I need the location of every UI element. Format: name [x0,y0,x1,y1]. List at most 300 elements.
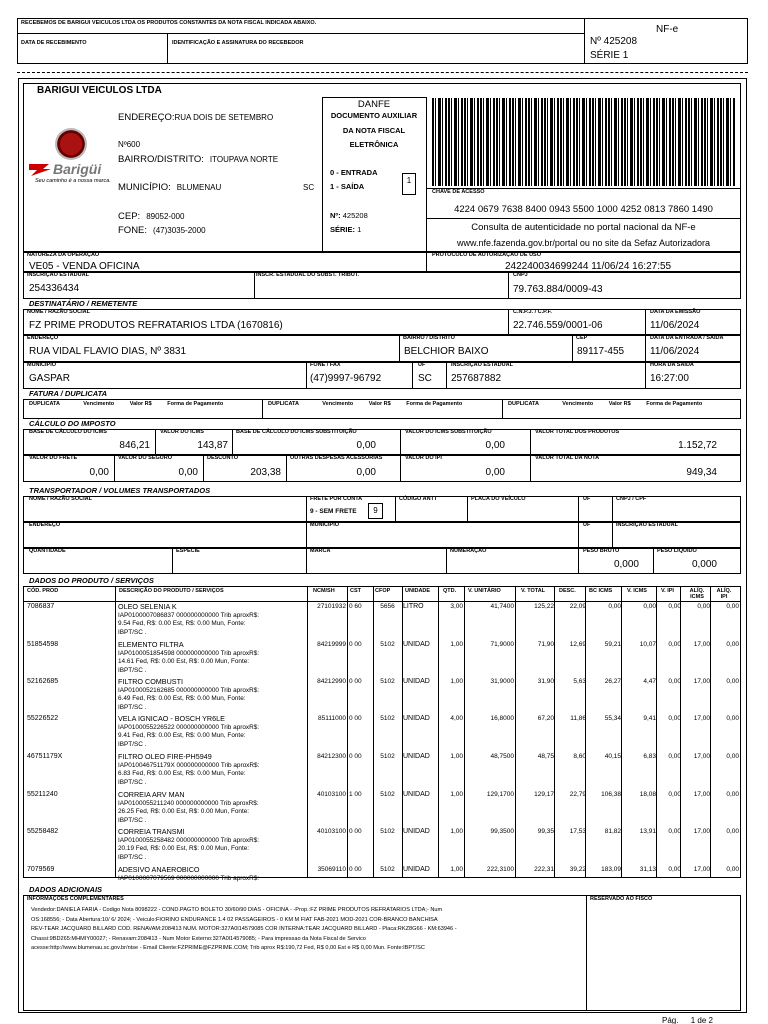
info-line: REV-TEAR JACQUARD BILLARD COD. RENAVAM:2084l13 NUM. MOTOR:327A0l14579085 COR INTERNA:TEAR JACQUARD BILLARD - Placa:RKZ8G66 - KM:63946 - [31,926,457,932]
table-cell-descricao: IAP0100007079569 000000000000 Trib aproxR$: [118,874,260,882]
table-cell-vipi: 0,00 [668,603,681,610]
table-cell-unid: UNIDAD [403,753,430,760]
danfe-top-line [322,97,426,98]
table-cell-vunit: 99,3500 [490,828,514,835]
imp-outras-label: OUTRAS DESPESAS ACESSÓRIAS [290,455,383,461]
ie-value: 254336434 [29,283,80,294]
imp-bcst-label: BASE DE CÁLCULO DO ICMS SUBSTITUIÇÃO [236,429,357,435]
info-line: Chassi:9BD265:MHMIY00027; - Renavam:2084l13 - Num Motor Externo:327A0l14579085; - Para impressao da Nota Fiscal de Servico [31,935,366,942]
destinatario-section: DESTINATÁRIO / REMETENTE [29,299,138,308]
emitente-bairro-value: ITOUPAVA NORTE [209,155,279,164]
dest-municipio-label: MUNICÍPIO [27,362,57,368]
dest-hora-label: HORA DA SAÍDA [650,362,694,368]
dest-endereco: RUA VIDAL FLAVIO DIAS, Nº 3831 [29,346,187,357]
danfe-title: DANFE [357,99,391,110]
danfe-sub3: ELETRÔNICA [349,140,399,149]
table-cell-descricao: IBPT/SC . [118,666,147,674]
col-unid: UNIDADE [405,588,431,594]
table-cell-aicms: 17,00 [693,753,710,760]
table-cell-vipi: 0,00 [668,715,681,722]
fatura-grupo-3 [508,401,702,408]
chave-consulta2: www.nfe.fazenda.gov.br/portal ou no site da Sefaz Autorizadora [457,238,710,248]
tr-especie-label: ESPÉCIE [176,548,200,554]
imp-d7 [286,455,287,482]
info-line: OS:168556; - Data Abertura:10/ 6/ 2024; - Veiculo:FIORINO ENDURANCE 1.4 02 PASSAGEIROS - 0 KM M FIAT FAB-2021 MOD-2021 COR-BRANCO BANCHISA [31,916,438,923]
table-cell-qtd: 3,00 [450,603,463,610]
emitente-fone-label: FONE: [118,225,148,236]
tr-frete-label: FRETE POR CONTA [310,496,363,502]
danfe-divider-left [322,97,323,252]
table-cell-cst: 0 00 [349,715,362,722]
produtos-col-line [307,586,308,878]
table-cell-descricao: IAP0100051854598 000000000000 Trib aproxR$: [118,649,260,657]
table-cell-cfop: 5102 [380,828,395,835]
dest-cnpj-label: C.N.P.J. / C.P.F. [513,309,552,315]
table-cell-cst: 0 00 [349,641,362,648]
dest-d9 [645,362,646,389]
table-cell-descricao: FILTRO OLEO FIRE-PH5949 [118,753,212,761]
tr-pesob-label: PESO BRUTO [583,548,620,554]
tr-ie-label: INSCRIÇÃO ESTADUAL [616,522,678,528]
col-ncm: NCM/SH [313,588,335,594]
table-cell-cst: 0 00 [349,866,362,873]
tr-pesob: 0,000 [613,559,639,570]
imp-d9 [530,455,531,482]
tr-d12 [578,548,579,574]
barigui-tagline: Seu caminho é a nossa marca. [35,178,111,184]
table-cell-cod: 55226522 [27,715,59,722]
tr-pesol-label: PESO LÍQUIDO [657,548,697,554]
table-cell-cod: 51854598 [27,641,59,648]
tr-d9 [172,548,173,574]
tr-d7 [578,522,579,548]
table-cell-vtot: 129,17 [534,791,554,798]
table-cell-ncm: 40103100 [317,828,346,835]
table-cell-vunit: 48,7500 [490,753,514,760]
imp-d4 [530,429,531,455]
table-cell-unid: UNIDAD [403,715,430,722]
table-cell-aipi: 0,00 [726,753,739,760]
table-cell-unid: UNIDAD [403,828,430,835]
info-label: INFORMAÇÕES COMPLEMENTARES [27,896,124,902]
tr-endereco-label: ENDEREÇO [29,522,61,528]
tr-d5 [612,496,613,522]
canhoto-recebemos: RECEBEMOS DE BARIGUI VEICULOS LTDA OS PRODUTOS CONSTANTES DA NOTA FISCAL INDICADA ABAIXO. [21,20,317,26]
fatura-col-forma: Forma de Pagamento [167,401,224,407]
table-cell-descricao: IBPT/SC . [118,778,147,786]
produtos-section: DADOS DO PRODUTO / SERVIÇOS [29,576,154,585]
table-cell-cfop: 5102 [380,715,395,722]
table-cell-desc: 12,69 [569,641,586,648]
table-cell-aicms: 17,00 [693,641,710,648]
tr-pesol: 0,000 [691,559,717,570]
produtos-col-line [347,586,348,878]
chave-consulta1: Consulta de autenticidade no portal nacional da NF-e [471,222,696,233]
produtos-col-line [464,586,465,878]
table-cell-unid: LITRO [403,603,424,610]
table-cell-vipi: 0,00 [668,828,681,835]
chave-line-2 [426,218,741,219]
imp-vst-label: VALOR DO ICMS SUBSTITUIÇÃO [405,429,492,435]
table-cell-unid: UNIDAD [403,866,430,873]
col-cod: CÓD. PROD [27,588,59,594]
natureza-value: VE05 - VENDA OFICINA [29,261,140,272]
tr-uf-label: UF [583,496,591,502]
dest-bairro: BELCHIOR BAIXO [404,346,489,357]
fatura-col-vencimento-3: Vencimento [562,401,594,407]
table-cell-unid: UNIDAD [403,641,430,648]
table-cell-desc: 5,63 [573,678,586,685]
cnpj-value: 79.763.884/0009-43 [513,284,603,295]
imp-ipi: 0,00 [485,467,505,478]
emitente-fone [118,225,206,236]
fatura-grupo-2 [268,401,462,408]
dest-emissao: 11/06/2024 [650,320,700,331]
danfe-entrada: 0 - ENTRADA [330,168,378,177]
imp-vnota-label: VALOR TOTAL DA NOTA [535,455,600,461]
table-cell-cfop: 5102 [380,641,395,648]
table-cell-descricao: 14.61 Fed, R$: 0.00 Est, R$: 0.00 Mun, Fonte: [118,658,250,666]
col-vtot: V. TOTAL [521,588,546,594]
fatura-col-valor: Valor R$ [129,401,152,407]
table-cell-bc: 183,09 [601,866,621,873]
imp-vst: 0,00 [485,440,505,451]
table-cell-vtot: 31,90 [537,678,554,685]
tr-d3 [467,496,468,522]
col-bc: BC ICMS [589,588,613,594]
table-cell-descricao: CORREIA TRANSMI [118,828,185,836]
danfe-serie-value: 1 [357,225,362,234]
tr-d8 [612,522,613,548]
barigui-logo-icon [27,160,117,178]
table-cell-cod: 52162685 [27,678,59,685]
fatura-d2 [502,399,503,419]
tr-nome-label: NOME / RAZÃO SOCIAL [29,496,92,502]
emitente-bairro-label: BAIRRO/DISTRITO: [118,154,204,165]
table-cell-desc: 11,86 [570,715,586,722]
dest-emissao-label: DATA DA EMISSÃO [650,309,701,315]
table-cell-cst: 0 00 [349,828,362,835]
table-cell-vunit: 222,3100 [486,866,514,873]
table-cell-bc: 40,15 [604,753,621,760]
table-cell-vunit: 41,7400 [490,603,514,610]
dest-endereco-label: ENDEREÇO [27,335,59,341]
chave-label: CHAVE DE ACESSO [432,189,485,195]
table-cell-vtot: 67,20 [537,715,554,722]
tr-frete-box: 9 [368,503,383,519]
imp-vicms: 143,87 [197,440,228,451]
imp-frete-label: VALOR DO FRETE [29,455,78,461]
barcode [432,98,736,186]
imp-d6 [203,455,204,482]
table-cell-cod: 7086837 [27,603,55,610]
tr-d1 [306,496,307,522]
imp-bc-label: BASE DE CÁLCULO DO ICMS [29,429,107,435]
info-line: acesse:http://www.blumenau.sc.gov.br/ntse - Email Cliente:FZPRIME@FZPRIME.COM; Trib aprox R$:190,72 Fed, R$ 0,00 Est e R$ 0,00 Mun. Fonte:IBPT/SC [31,945,425,951]
tr-marca-label: MARCA [310,548,331,554]
table-cell-descricao: CORREIA ARV MAN [118,791,185,799]
dest-entrada: 11/06/2024 [650,346,700,357]
table-cell-descricao: IAP0100055226522 000000000000 Trib aproxR$: [118,723,260,731]
emitente-numero: Nº600 [118,140,141,149]
emitente-uf: SC [303,183,315,192]
col-desc: DESCRIÇÃO DO PRODUTO / SERVIÇOS [119,588,224,594]
fatura-col-vencimento: Vencimento [83,401,115,407]
emitente-fone-value: (47)3035-2000 [153,226,206,235]
imp-desconto: 203,38 [250,467,281,478]
canhoto-serie: SÉRIE 1 [590,50,629,61]
table-cell-cod: 55258482 [27,828,59,835]
table-cell-vipi: 0,00 [668,678,681,685]
fatura-grupo-1 [29,401,223,408]
table-cell-descricao: 9.41 Fed, R$: 0.00 Est, R$: 0.00 Mun, Fonte: [118,732,246,740]
table-cell-vipi: 0,00 [668,866,681,873]
info-lines [31,906,583,954]
table-cell-qtd: 1,00 [450,678,463,685]
table-cell-bc: 55,34 [604,715,621,722]
canhoto-divider-2 [167,33,168,64]
dest-hora: 16:27:00 [650,373,689,384]
table-cell-descricao: IBPT/SC . [118,703,147,711]
table-cell-descricao: FILTRO COMBUSTI [118,678,183,686]
emitente-municipio-label: MUNICÍPIO: [118,182,171,193]
table-cell-cst: 1 00 [349,791,362,798]
table-cell-vicms: 4,47 [643,678,656,685]
table-cell-bc: 106,38 [601,791,621,798]
table-cell-vunit: 129,1700 [486,791,514,798]
page-label: Pág. [662,1016,679,1024]
dest-d1 [508,309,509,335]
col-cfop: CFOP [375,588,391,594]
ie-divider-1 [254,272,255,299]
table-cell-descricao: 20.19 Fed, R$: 0.00 Est, R$: 0.00 Mun, Fonte: [118,845,250,853]
table-cell-ncm: 27101932 [317,603,346,610]
fatura-section: FATURA / DUPLICATA [29,389,108,398]
dest-cnpj: 22.746.559/0001-06 [513,320,603,331]
canhoto-divider [584,18,585,64]
table-cell-aipi: 0,00 [726,866,739,873]
danfe-numero-value: 425208 [342,211,368,220]
dest-bairro-label: BAIRRO / DISTRITO [403,335,455,341]
dest-d8 [446,362,447,389]
dest-uf-label: UF [418,362,426,368]
table-cell-qtd: 4,00 [450,715,463,722]
chave-valor: 4224 0679 7638 8400 0943 5500 1000 4252 0813 7860 1490 [454,204,713,215]
table-cell-vtot: 48,75 [537,753,554,760]
table-cell-vunit: 71,9000 [490,641,514,648]
table-cell-cfop: 5102 [380,866,395,873]
ie-label: INSCRIÇÃO ESTADUAL [27,272,89,278]
emitente-bairro [118,154,278,165]
table-cell-qtd: 1,00 [450,641,463,648]
table-cell-descricao: IBPT/SC . [118,628,147,636]
table-cell-vipi: 0,00 [668,641,681,648]
danfe-sub1: DOCUMENTO AUXILIAR [330,111,418,120]
dest-nome-label: NOME / RAZÃO SOCIAL [27,309,90,315]
natureza-divider [426,252,427,272]
emitente-endereco [118,112,273,123]
dest-cep-label: CEP [576,335,588,341]
ie-row [23,272,741,299]
dest-d3 [399,335,400,362]
emitente-endereco-label: ENDEREÇO: [118,112,175,123]
dest-cep: 89117-455 [577,346,625,357]
adicionais-section: DADOS ADICIONAIS [29,885,103,894]
table-cell-vicms: 6,83 [643,753,656,760]
imp-d8 [400,455,401,482]
protocolo-label: PROTOCOLO DE AUTORIZAÇÃO DE USO [432,252,541,258]
table-cell-descricao: 6.83 Fed, R$: 0.00 Est, R$: 0.00 Mun, Fonte: [118,770,246,778]
table-cell-qtd: 1,00 [450,866,463,873]
table-cell-bc: 26,27 [604,678,621,685]
table-cell-descricao: IAP0100007086837 000000000000 Trib aproxR$: [118,611,260,619]
produtos-header-line [23,601,741,602]
table-cell-descricao: 26.25 Fed, R$: 0.00 Est, R$: 0.00 Mun, Fonte: [118,808,250,816]
table-cell-ncm: 84219999 [317,641,346,648]
imposto-section: CÁLCULO DO IMPOSTO [29,419,116,428]
table-cell-vicms: 13,91 [639,828,656,835]
table-cell-vicms: 9,41 [643,715,656,722]
fatura-col-duplicata-2: DUPLICATA [268,401,299,407]
imp-frete: 0,00 [89,467,109,478]
table-cell-desc: 8,60 [573,753,586,760]
col-vunit: V. UNITÁRIO [468,588,501,594]
col-qtd: QTD. [443,588,457,594]
table-cell-descricao: OLEO SELENIA K [118,603,177,611]
tr-cnpj-label: CNPJ / CPF [616,496,647,502]
dest-municipio: GASPAR [29,373,70,384]
table-cell-aipi: 0,00 [726,603,739,610]
danfe-saida: 1 - SAÍDA [330,182,365,191]
emitente-cep [118,211,184,222]
col-vicms: V. ICMS [627,588,647,594]
ie-divider-2 [508,272,509,299]
svg-text:Barigüi: Barigüi [53,161,102,177]
table-cell-cfop: 5102 [380,791,395,798]
dest-fone-label: FONE / FAX [310,362,341,368]
col-cst: CST [350,588,361,594]
table-cell-descricao: VELA IGNICAO - BOSCH YR6LE [118,715,225,723]
imp-d5 [114,455,115,482]
emitente-nome: BARIGUI VEICULOS LTDA [37,85,162,96]
fatura-col-valor-3: Valor R$ [608,401,631,407]
emitente-endereco-value: RUA DOIS DE SETEMBRO [174,113,274,122]
table-cell-descricao: IBPT/SC . [118,816,147,824]
table-cell-qtd: 1,00 [450,828,463,835]
table-cell-bc: 0,00 [608,603,621,610]
table-cell-cfop: 5102 [380,678,395,685]
table-cell-aipi: 0,00 [726,791,739,798]
table-cell-descricao: IAP0100052162685 000000000000 Trib aproxR$: [118,686,260,694]
table-cell-bc: 81,82 [604,828,621,835]
imp-ipi-label: VALOR DO IPI [405,455,442,461]
table-cell-aipi: 0,00 [726,828,739,835]
cnpj-label: CNPJ [513,272,528,278]
table-cell-vicms: 18,08 [639,791,656,798]
table-cell-descricao: ADESIVO ANAEROBICO [118,866,200,874]
table-cell-vtot: 125,22 [534,603,554,610]
emitente-municipio-value: BLUMENAU [176,183,222,192]
table-cell-aicms: 17,00 [693,678,710,685]
col-vipi: V. IPI [661,588,674,594]
danfe-numero-label: Nº: [330,211,341,220]
tr-qtd-label: QUANTIDADE [29,548,66,554]
table-cell-qtd: 1,00 [450,753,463,760]
table-cell-cod: 55211240 [27,791,58,798]
table-cell-cod: 7079569 [27,866,55,873]
imp-vnota: 949,34 [686,467,717,478]
table-cell-descricao: IBPT/SC . [118,853,147,861]
dest-ie: 257687882 [451,373,502,384]
table-cell-aicms: 17,00 [693,791,710,798]
table-cell-unid: UNIDAD [403,678,430,685]
tr-frete: 9 - SEM FRETE [310,508,357,515]
table-cell-cst: 0 60 [349,603,362,610]
dest-d4 [572,335,573,362]
imp-vprod: 1.152,72 [678,440,717,451]
tr-antt-label: CÓDIGO ANTT [399,496,438,502]
page-value: 1 de 2 [690,1016,713,1024]
imp-bc: 846,21 [119,440,150,451]
table-cell-descricao: IAP0100055258482 000000000000 Trib aproxR$: [118,836,260,844]
dest-fone: (47)9997-96792 [310,373,382,384]
table-cell-unid: UNIDAD [403,791,430,798]
tr-municipio-label: MUNICÍPIO [310,522,340,528]
canhoto-numero: Nº 425208 [590,36,638,47]
danfe-serie [330,225,361,234]
table-cell-cfop: 5102 [380,753,395,760]
danfe-tipo-box: 1 [402,173,416,195]
table-cell-qtd: 1,00 [450,791,463,798]
tr-d2 [395,496,396,522]
imp-seguro: 0,00 [178,467,198,478]
danfe-numero [330,211,368,220]
table-cell-aicms: 17,00 [693,866,710,873]
fatura-col-duplicata-3: DUPLICATA [508,401,539,407]
table-cell-ncm: 84212990 [317,678,346,685]
produtos-col-line [438,586,439,878]
cut-line [17,72,748,73]
tr-d11 [446,548,447,574]
tr-numeracao-label: NUMERAÇÃO [450,548,487,554]
canhoto-assinatura-label: IDENTIFICAÇÃO E ASSINATURA DO RECEBEDOR [172,40,304,46]
dest-uf: SC [418,373,432,384]
table-cell-cst: 0 00 [349,753,362,760]
tr-uf2-label: UF [583,522,591,528]
tr-d10 [306,548,307,574]
table-cell-vtot: 71,90 [537,641,554,648]
col-aicms: ALÍQ. ICMS [689,588,705,600]
fiat-logo-icon [55,128,87,160]
table-cell-descricao: IAP010046751179X 000000000000 Trib aproxR$: [118,761,260,769]
canhoto-inner-line [17,33,584,34]
fatura-col-forma-3: Forma de Pagamento [646,401,703,407]
table-cell-cfop: 5656 [380,603,395,610]
dest-entrada-label: DATA DA ENTRADA / SAÍDA [650,335,724,341]
iest-label: INSCR. ESTADUAL DO SUBST. TRIBUT. [256,272,360,278]
table-cell-ncm: 85111000 [318,715,346,722]
adicionais-divider [586,895,587,1011]
table-cell-aipi: 0,00 [726,641,739,648]
dest-nome: FZ PRIME PRODUTOS REFRATARIOS LTDA (1670816) [29,320,283,331]
natureza-label: NATUREZA DA OPERAÇÃO [27,252,100,258]
table-cell-vicms: 0,00 [643,603,656,610]
table-cell-vicms: 10,07 [639,641,656,648]
canhoto-nfe: NF-e [656,24,679,35]
imp-vprod-label: VALOR TOTAL DOS PRODUTOS [535,429,620,435]
table-cell-vunit: 31,9000 [490,678,514,685]
table-cell-desc: 17,53 [569,828,586,835]
